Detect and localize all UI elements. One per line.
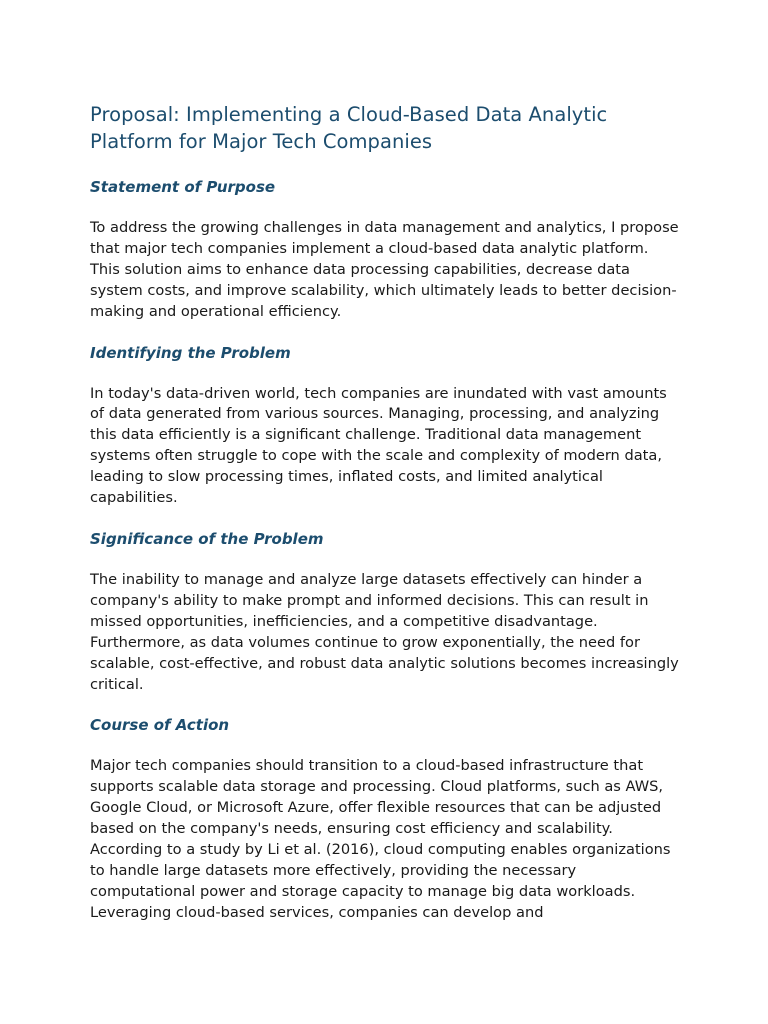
heading-significance-of-the-problem: Significance of the Problem bbox=[90, 529, 324, 548]
paragraph-significance-of-the-problem: The inability to manage and analyze large datasets effectively can hinder a company's ability to make prompt and informed decisions. This can result in missed opportunities, inefficiencies, and a competitive disadvantage. Furthermore, as data volumes continue to grow exponentially, the need for scalable, cost-effective, and robust data analytic solutions becomes increasingly critical. bbox=[90, 570, 679, 693]
paragraph-identifying-the-problem: In today's data-driven world, tech companies are inundated with vast amounts of data generated from various sources. Managing, processing, and analyzing this data efficiently is a significant challenge. Traditional data management systems often struggle to cope with the scale and complexity of modern data, leading to slow processing times, inflated costs, and limited analytical capabilities. bbox=[90, 384, 667, 507]
heading-course-of-action: Course of Action bbox=[90, 716, 230, 735]
heading-identifying-the-problem: Identifying the Problem bbox=[90, 343, 291, 362]
paragraph-statement-of-purpose: To address the growing challenges in data management and analytics, I propose that major tech companies implement a cloud-based data analytic platform. This solution aims to enhance data processing capabilities, decrease data system costs, and improve scalability, which ultimately leads to better decision-making and operational efficiency. bbox=[90, 219, 679, 320]
document-page bbox=[90, 101, 680, 924]
heading-statement-of-purpose: Statement of Purpose bbox=[90, 178, 276, 196]
paragraph-course-of-action: Major tech companies should transition to a cloud-based infrastructure that supports scalable data storage and processing. Cloud platforms, such as AWS, Google Cloud, or Microsoft Azure, offer flexible resources that can be adjusted based on the company's needs, ensuring cost efficiency and scalability. According to a study by Li et al. (2016), cloud computing enables organizations to handle large datasets more effectively, providing the necessary computational power and storage capacity to manage big data workloads. Leveraging cloud-based services, companies can develop and bbox=[90, 757, 671, 921]
document-title: Proposal: Implementing a Cloud-Based Data Analytic Platform for Major Tech Companies bbox=[90, 103, 608, 153]
